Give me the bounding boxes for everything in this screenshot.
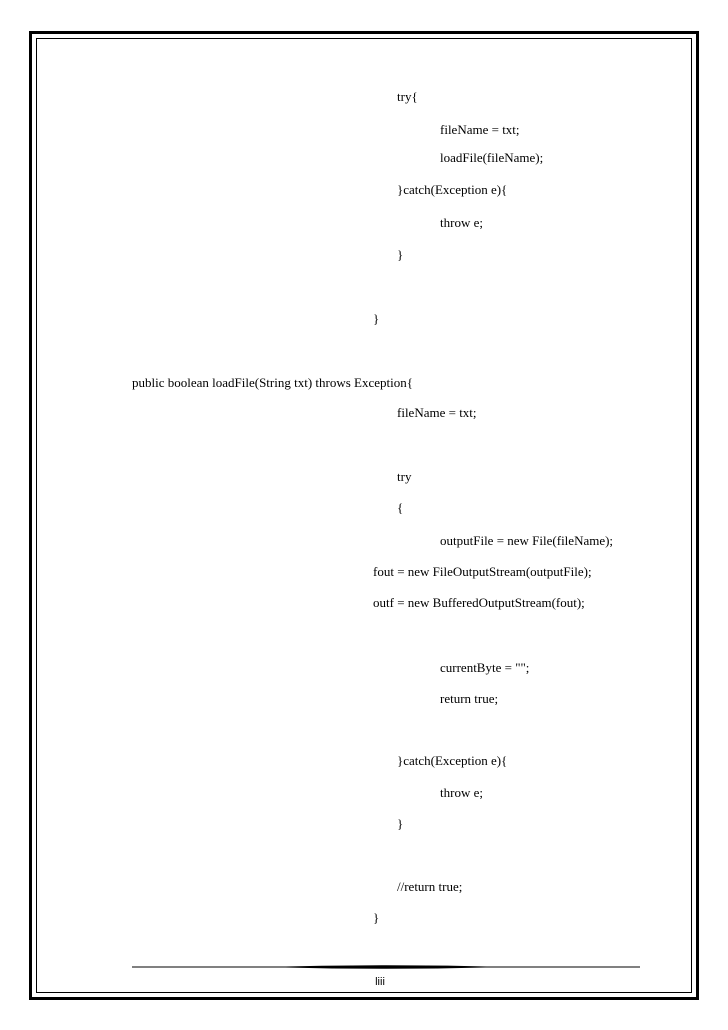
code-line: try <box>397 469 412 484</box>
code-line: throw e; <box>440 785 483 800</box>
code-line: } <box>397 816 404 831</box>
code-line: currentByte = ""; <box>440 660 530 675</box>
code-line: }catch(Exception e){ <box>397 182 508 197</box>
code-line: } <box>373 311 380 326</box>
code-line: try{ <box>397 89 418 104</box>
code-line: public boolean loadFile(String txt) throws Exception{ <box>132 375 413 390</box>
code-line: return true; <box>440 691 499 706</box>
code-line: throw e; <box>440 215 483 230</box>
code-line: } <box>373 910 380 925</box>
code-line: loadFile(fileName); <box>440 150 544 165</box>
code-line: { <box>397 500 404 515</box>
code-line: fileName = txt; <box>397 405 477 420</box>
code-line: fout = new FileOutputStream(outputFile); <box>373 564 592 579</box>
code-line: outf = new BufferedOutputStream(fout); <box>373 595 585 610</box>
code-line: fileName = txt; <box>440 122 520 137</box>
page-number: liii <box>375 976 385 988</box>
code-line: } <box>397 247 404 262</box>
code-line: outputFile = new File(fileName); <box>440 533 614 548</box>
code-line: //return true; <box>397 879 463 894</box>
footer-rule <box>132 964 640 970</box>
code-line: }catch(Exception e){ <box>397 753 508 768</box>
page-border-inner <box>36 38 692 993</box>
